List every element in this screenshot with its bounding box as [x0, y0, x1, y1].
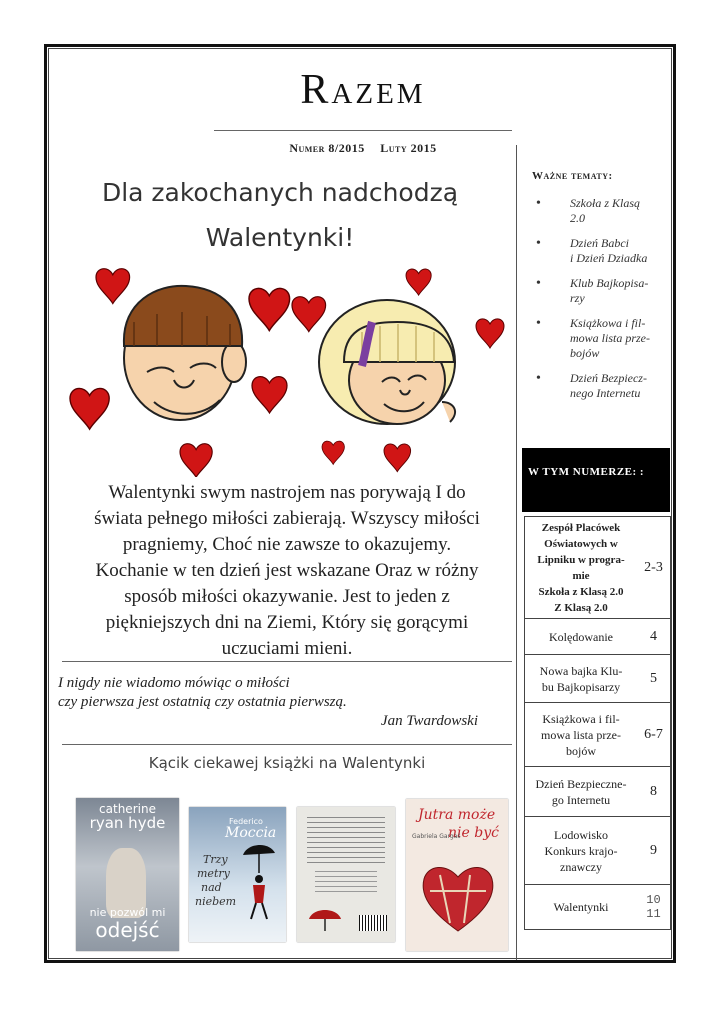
toc-title-line: mie	[572, 569, 590, 582]
toc-title	[525, 897, 637, 917]
book-title: Jutra może	[418, 807, 496, 823]
toc-title-line: Lipniku w progra-	[537, 553, 625, 566]
toc-row	[525, 619, 670, 655]
toc-title-line: mowa lista prze-	[541, 727, 621, 742]
topic-item	[532, 371, 672, 401]
toc-title-line: Oświatowych w	[544, 537, 618, 550]
books-section-title: Kącik ciekawej książki na Walentynki	[148, 754, 426, 772]
toc-title	[525, 627, 637, 647]
book-cover-nie-pozwol-mi-odejsc	[76, 798, 179, 951]
toc-title	[525, 661, 637, 697]
toc-title-line: go Internetu	[551, 792, 611, 807]
umbrella-figure-icon	[239, 841, 279, 921]
girl-face-icon	[319, 300, 455, 424]
topic-line: rzy	[570, 291, 585, 305]
topic-item	[532, 276, 672, 306]
book-author: Moccia	[225, 825, 277, 841]
quote-block	[58, 674, 478, 731]
toc-title-line: Konkurs krajo-	[544, 843, 618, 858]
toc-title-line: Kolędowanie	[549, 629, 613, 644]
divider	[62, 661, 512, 662]
toc-title-line: Lodowisko	[554, 827, 608, 842]
toc-page: 4	[650, 628, 657, 644]
heart-icon	[384, 444, 411, 472]
important-topics-title: Ważne tematy:	[532, 170, 613, 182]
topic-line: • Szkoła z Klasą	[570, 196, 641, 210]
book-author: Federico	[229, 817, 263, 826]
back-cover-text	[315, 871, 377, 893]
topic-line: • Klub Bajkopisa-	[570, 276, 649, 290]
heart-icon	[322, 441, 344, 464]
toc-row	[525, 517, 670, 619]
headline-line-2: Walentynki!	[205, 223, 355, 252]
toc-page	[637, 893, 670, 921]
toc-row	[525, 655, 670, 703]
toc-title-line: bu Bajkopisarzy	[541, 679, 621, 694]
toc-row	[525, 703, 670, 767]
poem-line: uczuciami mieni.	[221, 638, 353, 659]
poem-line: Walentynki swym nastrojem nas porywają I do	[108, 482, 466, 503]
quote-author: Jan Twardowski	[380, 713, 478, 729]
topic-line: 2.0	[570, 211, 585, 225]
toc-page: 8	[650, 783, 657, 799]
topic-item	[532, 316, 672, 361]
toc-row	[525, 885, 670, 929]
toc-page-line: 10	[646, 893, 661, 907]
book-title: nad	[201, 881, 222, 894]
issue-line	[214, 141, 512, 156]
book-cover-jutra-moze-nie-byc	[406, 799, 508, 951]
topic-line: bojów	[570, 346, 600, 360]
heart-icon	[249, 288, 290, 330]
topic-line: • Dzień Babci	[570, 236, 629, 250]
back-cover-text	[307, 817, 385, 865]
toc-title-line: Książkowa i fil-	[542, 711, 620, 726]
toc-page: 9	[650, 842, 657, 858]
toc-title-line: Z Klasą 2.0	[554, 601, 608, 614]
topic-line: • Dzień Bezpiecz-	[570, 371, 647, 385]
book-title: nie pozwól mi	[89, 906, 166, 919]
heart-icon	[70, 388, 109, 429]
toc-title-line: bojów	[566, 743, 596, 758]
book-title: odejść	[95, 918, 160, 942]
topic-line: • Książkowa i fil-	[570, 316, 646, 330]
toc-row	[525, 767, 670, 817]
toc-title-line: znawczy	[560, 859, 602, 874]
heart-icon	[252, 377, 287, 413]
book-title: niebem	[195, 895, 237, 908]
heart-icon	[292, 297, 326, 332]
headline	[80, 170, 480, 260]
in-this-issue-label: W TYM NUMERZE: :	[528, 466, 645, 478]
in-this-issue-header	[522, 448, 670, 512]
issue-number: Numer 8/2015	[289, 141, 365, 155]
heart-icon	[406, 269, 431, 295]
masthead-title: Razem	[300, 67, 426, 113]
toc-title-line: Dzień Bezpieczne-	[535, 776, 627, 791]
toc-title-line: Szkoła z Klasą 2.0	[538, 585, 624, 598]
poem-line: sposób miłości okazywanie. Jest to jeden z	[124, 586, 450, 607]
quote-line-1: I nigdy nie wiadomo mówiąc o miłości	[58, 675, 290, 691]
poem-line: Kochanie w ten dzień jest wskazane Oraz w różny	[95, 560, 479, 581]
issue-date: Luty 2015	[380, 141, 437, 155]
valentine-poem	[62, 480, 512, 662]
book-author: catherine	[99, 802, 156, 816]
masthead-rule	[214, 130, 512, 131]
toc-title-line: Walentynki	[553, 900, 609, 914]
book-author: Gabriela Gargaś	[412, 833, 461, 840]
topic-line: nego Internetu	[570, 386, 641, 400]
toc-row	[525, 817, 670, 885]
book-author: ryan hyde	[89, 814, 166, 832]
poem-line: świata pełnego miłości zabierają. Wszyscy miłości	[94, 508, 480, 529]
boy-face-icon	[124, 286, 246, 420]
important-topics-list	[532, 196, 672, 411]
topic-item	[532, 196, 672, 226]
toc-title-line: Nowa bajka Klu-	[539, 663, 623, 678]
poem-line: piękniejszych dni na Ziemi, Który się gorącymi	[105, 612, 469, 633]
book-cover-back	[297, 807, 395, 942]
quote-line-2: czy pierwsza jest ostatnią czy ostatnia pierwszą.	[58, 694, 347, 710]
heart-icon	[96, 269, 130, 304]
divider	[62, 744, 512, 745]
toc-title	[525, 774, 637, 810]
valentine-illustration	[62, 262, 512, 477]
topic-item	[532, 236, 672, 266]
book-title: nie być	[448, 825, 499, 841]
toc-title	[525, 518, 637, 618]
toc-title	[525, 709, 637, 761]
heart-icon	[180, 444, 212, 477]
table-of-contents	[524, 516, 671, 930]
book-title: Trzy	[203, 853, 228, 866]
toc-page: 5	[650, 670, 657, 686]
toc-page-line: 11	[646, 907, 661, 921]
red-umbrella-icon	[307, 903, 343, 933]
toc-title-line: Zespół Placówek	[541, 521, 621, 534]
toc-page: 6-7	[644, 726, 663, 742]
topic-line: mowa lista prze-	[570, 331, 651, 345]
toc-title	[525, 825, 637, 877]
book-cover-trzy-metry-nad-niebem	[189, 807, 286, 942]
toc-page: 2-3	[644, 559, 663, 575]
book-title: metry	[197, 867, 230, 880]
patchwork-heart-icon	[420, 861, 496, 933]
headline-line-1: Dla zakochanych nadchodzą	[101, 178, 459, 207]
topic-line: i Dzień Dziadka	[570, 251, 648, 265]
heart-icon	[476, 319, 504, 348]
column-divider	[516, 145, 517, 960]
barcode-icon	[359, 915, 387, 931]
poem-line: pragniemy, Choć nie zawsze to okazujemy.	[122, 534, 452, 555]
